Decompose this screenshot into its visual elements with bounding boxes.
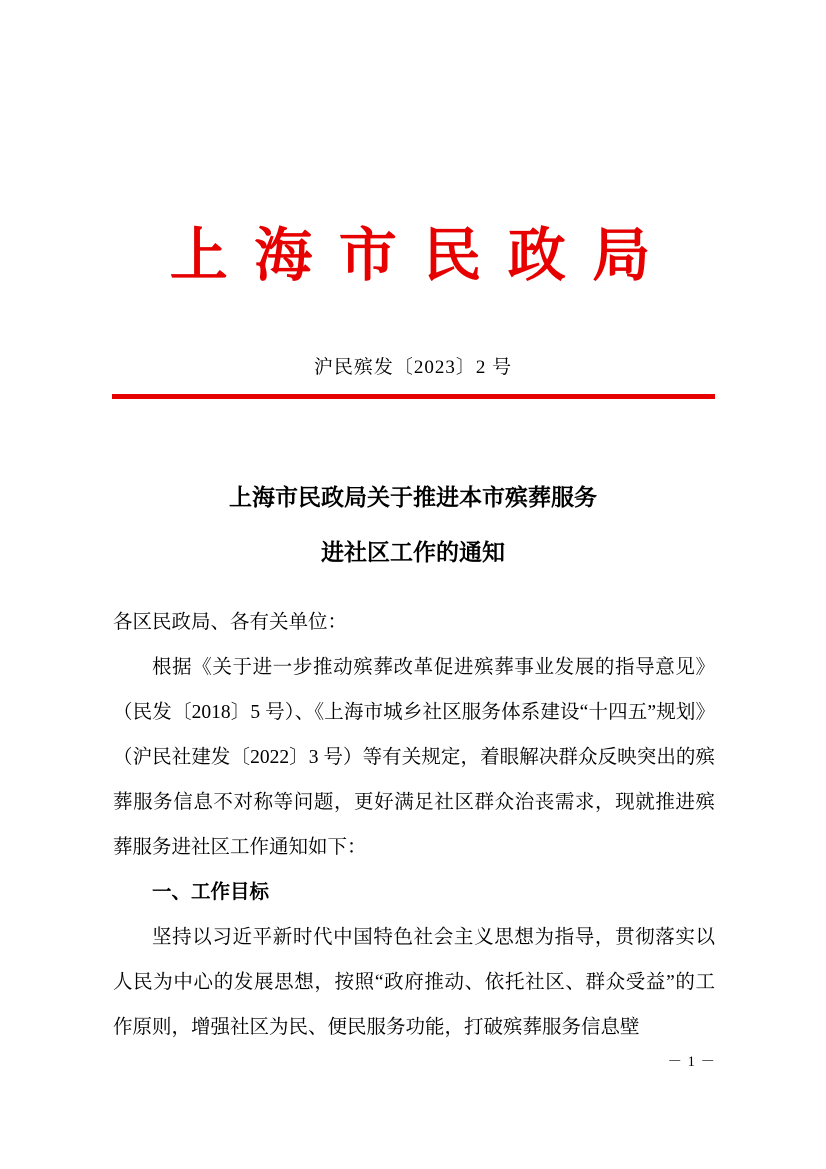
document-number: 沪民殡发〔2023〕2 号 — [313, 357, 513, 378]
document-title — [0, 470, 826, 580]
page-number: － 1 － — [667, 1054, 716, 1070]
salutation: 各区民政局、各有关单位： — [113, 612, 348, 633]
document-title-line1: 上海市民政局关于推进本市殡葬服务 — [229, 484, 597, 510]
red-divider-line — [112, 394, 715, 399]
agency-title: 上 海 市 民 政 局 — [169, 223, 657, 288]
paragraph-2: 坚持以习近平新时代中国特色社会主义思想为指导，贯彻落实以人民为中心的发展思想，按照“政府推动、依托社区、群众受益”的工作原则，增强社区为民、便民服务功能，打破殡葬服务信息壁 — [113, 927, 715, 1038]
section-heading-1: 一、工作目标 — [152, 881, 270, 903]
document-title-line2: 进社区工作的通知 — [321, 539, 505, 565]
document-body — [113, 600, 715, 1050]
paragraph-1: 根据《关于进一步推动殡葬改革促进殡葬事业发展的指导意见》（民发〔2018〕5 号）、《上海市城乡社区服务体系建设“十四五”规划》（沪民社建发〔2022〕3 号）等有关规定，着眼解决群众反映突出的殡葬服务信息不对称等问题，更好满足社区群众治丧需求，现就推进殡葬服务进社区工作通知如下： — [113, 657, 715, 858]
